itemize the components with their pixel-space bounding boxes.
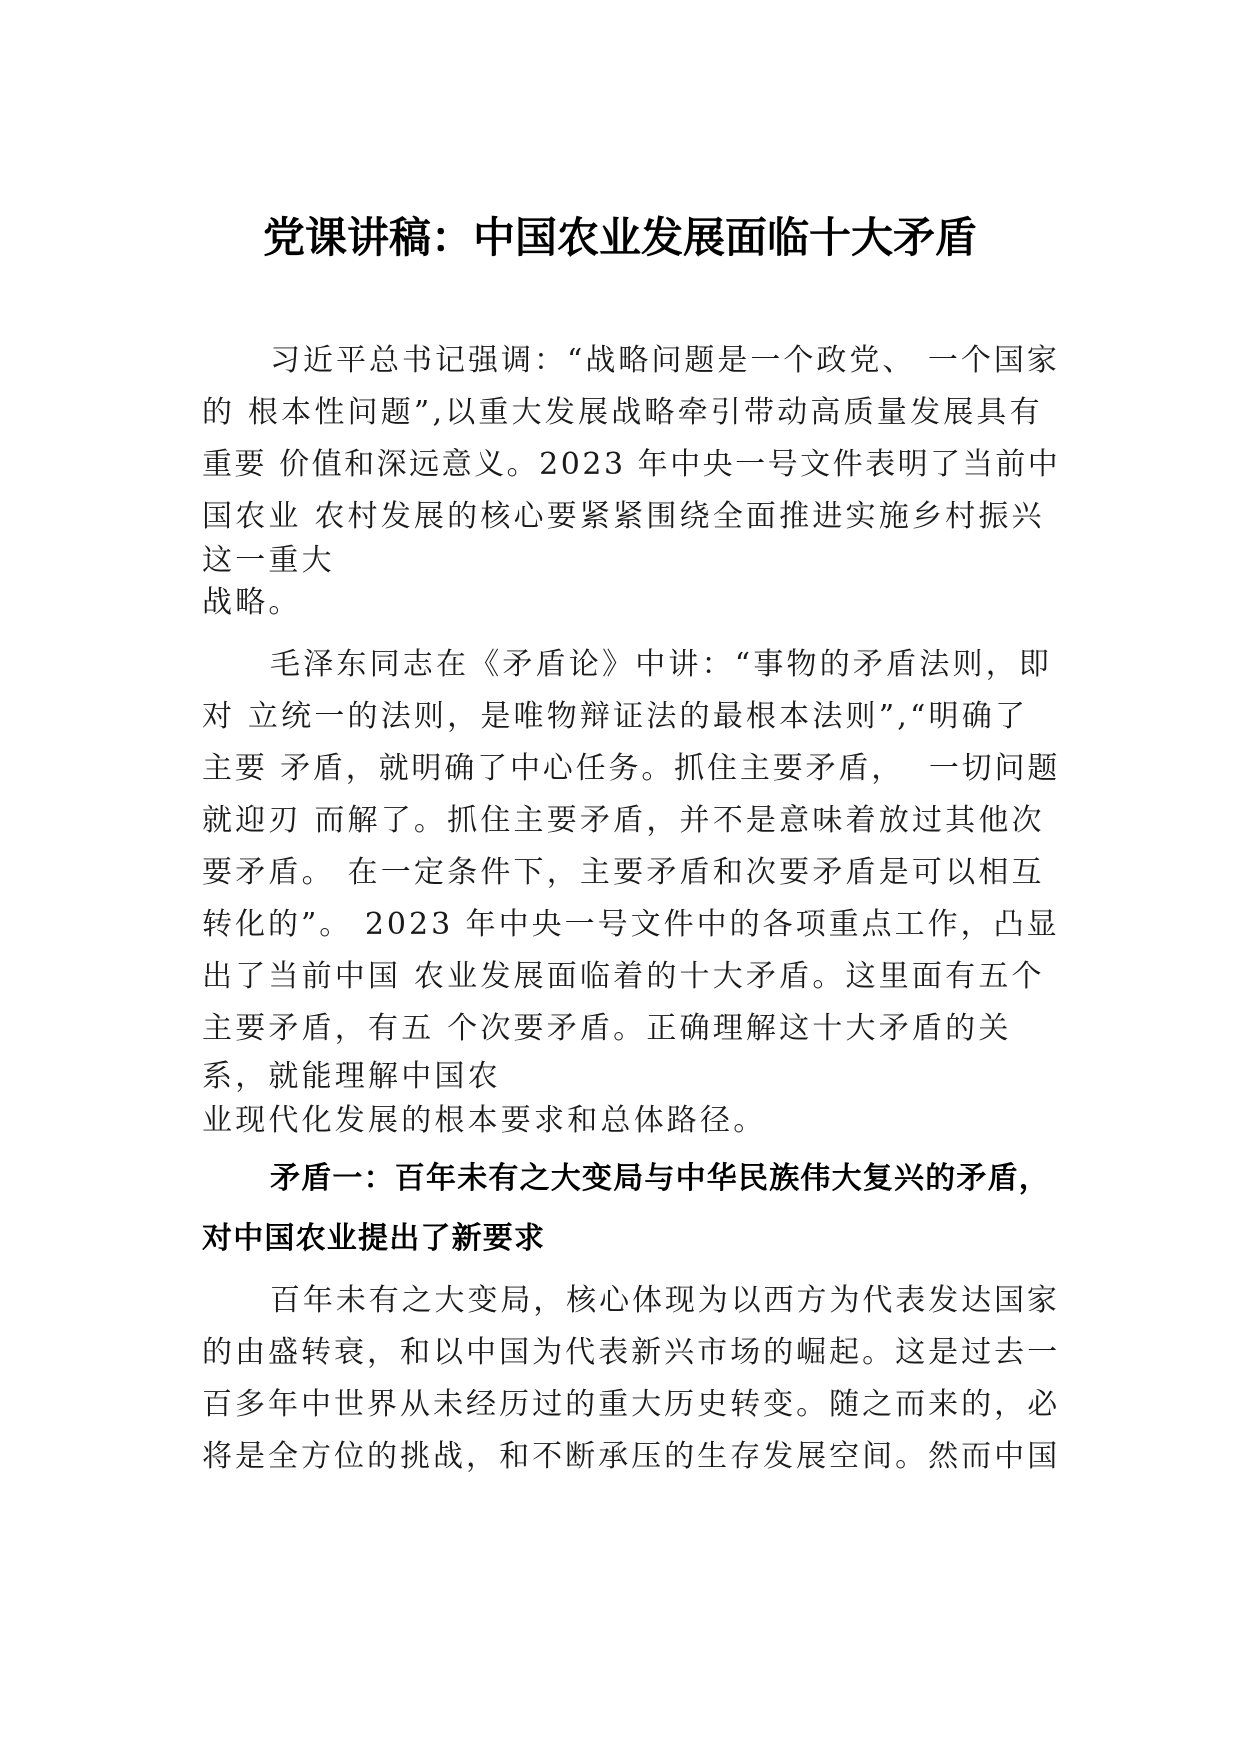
paragraph-line: 国农业 农村发展的核心要紧紧围绕全面推进实施乡村振兴 xyxy=(202,499,1045,534)
paragraph-line: 的由盛转衰，和以中国为代表新兴市场的崛起。这是过去一 xyxy=(202,1335,1061,1370)
paragraph-line: 习近平总书记强调：“战略问题是一个政党、 一个国家 xyxy=(270,343,1060,378)
paragraph-line: 主要矛盾，有五 个次要矛盾。正确理解这十大矛盾的关 xyxy=(202,1011,1012,1046)
paragraph-line: 主要 矛盾，就明确了中心任务。抓住主要矛盾， 一切问题 xyxy=(202,751,1061,786)
paragraph-line: 的 根本性问题”,以重大发展战略牵引带动高质量发展具有 xyxy=(202,395,1043,430)
paragraph-line: 这一重大 xyxy=(202,543,335,578)
paragraph-line: 百年未有之大变局，核心体现为以西方为代表发达国家 xyxy=(270,1283,1060,1318)
paragraph-line: 毛泽东同志在《矛盾论》中讲：“事物的矛盾法则，即 xyxy=(270,647,1053,682)
paragraph-line: 系，就能理解中国农 xyxy=(202,1059,501,1094)
paragraph-line: 业现代化发展的根本要求和总体路径。 xyxy=(202,1103,767,1138)
paragraph-line: 战略。 xyxy=(202,585,302,620)
paragraph-line: 转化的”。 2023 年中央一号文件中的各项重点工作，凸显 xyxy=(202,907,1060,942)
section-heading-line: 矛盾一：百年未有之大变局与中华民族伟大复兴的矛盾， xyxy=(270,1161,1050,1196)
paragraph-line: 百多年中世界从未经历过的重大历史转变。随之而来的，必 xyxy=(202,1387,1061,1422)
paragraph-line: 对 立统一的法则，是唯物辩证法的最根本法则”,“明确了 xyxy=(202,699,1029,734)
paragraph-line: 重要 价值和深远意义。2023 年中央一号文件表明了当前中 xyxy=(202,447,1061,482)
paragraph-line: 出了当前中国 农业发展面临着的十大矛盾。这里面有五个 xyxy=(202,959,1045,994)
document-title: 党课讲稿：中国农业发展面临十大矛盾 xyxy=(262,213,977,262)
paragraph-line: 要矛盾。 在一定条件下，主要矛盾和次要矛盾是可以相互 xyxy=(202,855,1045,890)
paragraph-line: 将是全方位的挑战，和不断承压的生存发展空间。然而中国 xyxy=(202,1439,1061,1474)
paragraph-line: 就迎刃 而解了。抓住主要矛盾，并不是意味着放过其他次 xyxy=(202,803,1045,838)
section-heading-line: 对中国农业提出了新要求 xyxy=(202,1221,546,1256)
